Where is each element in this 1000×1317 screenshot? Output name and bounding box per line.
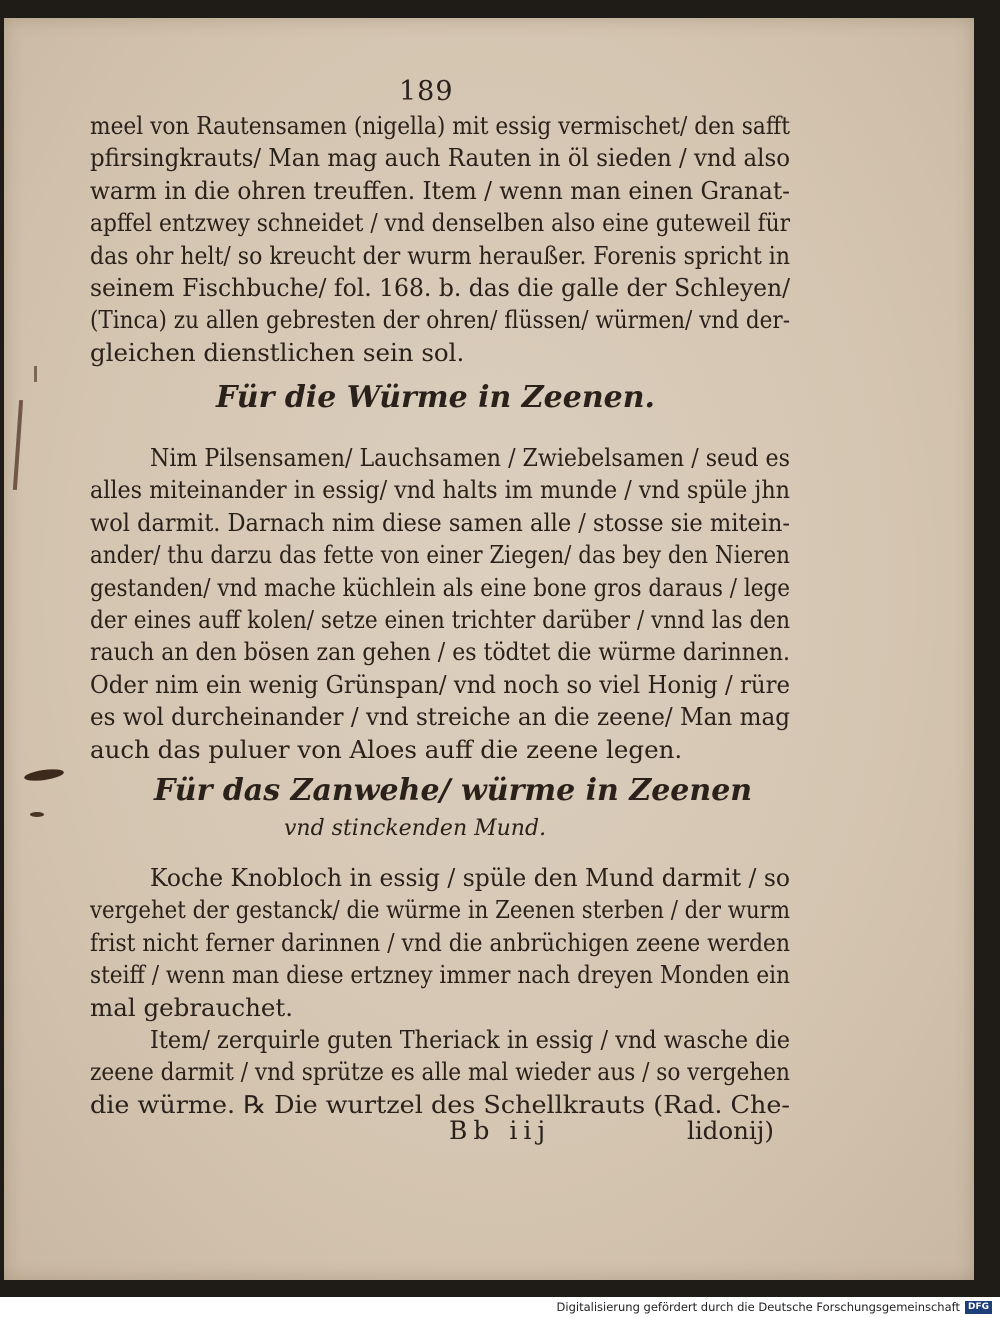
text-line: Oder nim ein wenig Grünspan/ vnd noch so viel Honig / rüre — [90, 669, 790, 699]
signature-mark: Bb iij — [449, 1116, 552, 1145]
margin-ink-mark — [34, 366, 37, 382]
text-line: mal gebrauchet. — [90, 992, 294, 1022]
text-line: alles miteinander in essig/ vnd halts im munde / vnd spüle jhn — [90, 475, 790, 505]
text-line: warm in die ohren treuffen. Item / wenn man einen Granat- — [90, 175, 790, 205]
text-line: rauch an den bösen zan gehen / es tödtet die würme darinnen. — [90, 637, 790, 667]
text-line: steiff / wenn man diese ertzney immer nach dreyen Monden ein — [90, 960, 790, 990]
text-line: (Tinca) zu allen gebresten der ohren/ flüssen/ würmen/ vnd der- — [90, 305, 790, 335]
text-line: vergehet der gestanck/ die würme in Zeenen sterben / der wurm — [90, 895, 790, 925]
text-line: Nim Pilsensamen/ Lauchsamen / Zwiebelsamen / seud es — [150, 443, 790, 472]
text-line: Item/ zerquirle guten Theriack in essig / vnd wasche die — [150, 1024, 790, 1054]
section-subheading-toothache: vnd stinckenden Mund. — [284, 816, 547, 841]
text-line: gestanden/ vnd mache küchlein als eine bone gros daraus / lege — [90, 572, 790, 602]
text-line: gleichen dienstlichen sein sol. — [90, 337, 465, 367]
text-line: seinem Fischbuche/ fol. 168. b. das die galle der Schleyen/ — [90, 272, 790, 302]
text-line: apffel entzwey schneidet / vnd denselben also eine guteweil für — [90, 208, 790, 238]
text-line: Koche Knobloch in essig / spüle den Mund darmit / so — [150, 863, 790, 892]
section-heading-worms-in-teeth: Für die Würme in Zeenen. — [216, 380, 655, 415]
dfg-logo: DFG — [965, 1301, 992, 1314]
text-block-worms-in-teeth — [90, 442, 790, 766]
text-line: der eines auff kolen/ setze einen trichter darüber / vnnd las den — [90, 604, 790, 634]
catchword: lidonij) — [687, 1116, 774, 1145]
funding-credit: Digitalisierung gefördert durch die Deutsche Forschungsgemeinschaft — [556, 1300, 960, 1314]
text-line: wol darmit. Darnach nim diese samen alle / stosse sie mitein- — [90, 507, 790, 537]
section-heading-toothache: Für das Zanwehe/ würme in Zeenen — [154, 773, 753, 808]
text-line: pfirsingkrauts/ Man mag auch Rauten in öl sieden / vnd also — [90, 143, 790, 173]
text-line: auch das puluer von Aloes auff die zeene legen. — [90, 734, 683, 764]
margin-ink-blot — [30, 812, 44, 817]
text-line: zeene darmit / vnd sprütze es alle mal wieder aus / so vergehen — [90, 1057, 790, 1087]
text-block-toothache — [90, 862, 790, 1121]
text-line: meel von Rautensamen (nigella) mit essig vermischet/ den safft — [90, 111, 790, 140]
text-line: ander/ thu darzu das fette von einer Ziegen/ das bey den Nieren — [90, 540, 790, 570]
text-line: die würme. ℞ Die wurtzel des Schellkrauts (Rad. Che- — [90, 1089, 791, 1119]
text-line: es wol durcheinander / vnd streiche an die zeene/ Man mag — [90, 702, 790, 732]
book-page — [4, 18, 974, 1280]
page-number: 189 — [399, 76, 454, 107]
text-block-ear-remedies — [90, 110, 790, 369]
text-line: frist nicht ferner darinnen / vnd die anbrüchigen zeene werden — [90, 927, 790, 957]
text-line: das ohr helt/ so kreucht der wurm heraußer. Forenis spricht in — [90, 240, 790, 270]
